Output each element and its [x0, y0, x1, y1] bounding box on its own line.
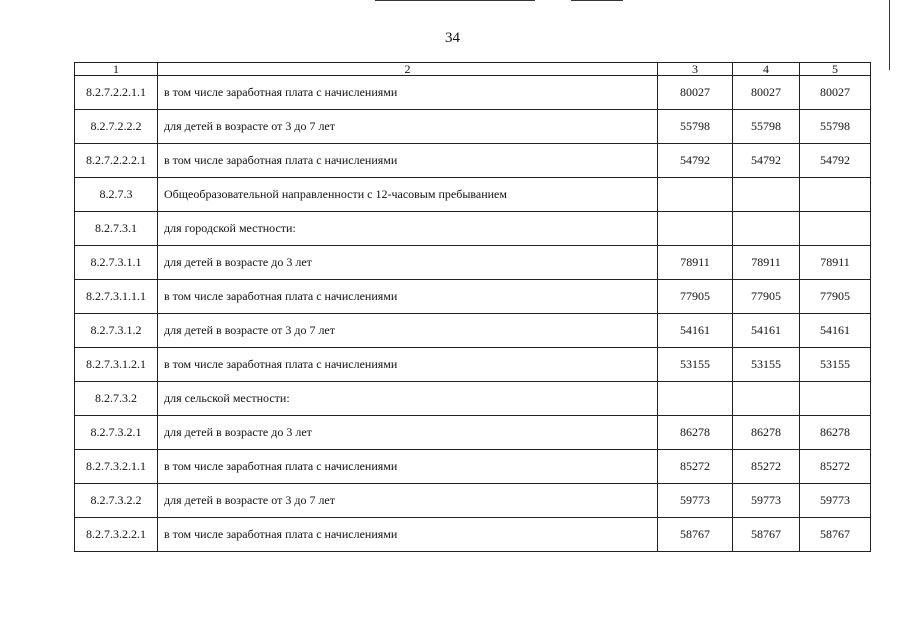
row-value-col3 — [658, 382, 733, 416]
row-code-cell: 8.2.7.3.1 — [75, 212, 158, 246]
table-header-row — [75, 63, 871, 76]
table-row — [75, 212, 871, 246]
row-value-col3: 54161 — [658, 314, 733, 348]
row-value-col3: 54792 — [658, 144, 733, 178]
header-cell-3: 3 — [658, 63, 733, 76]
row-value-col4: 55798 — [733, 110, 800, 144]
row-value-col3: 77905 — [658, 280, 733, 314]
row-name-cell: для детей в возрасте до 3 лет — [158, 416, 658, 450]
row-code-cell: 8.2.7.3.2.2.1 — [75, 518, 158, 552]
row-code-cell: 8.2.7.3.2.2 — [75, 484, 158, 518]
row-value-col3: 59773 — [658, 484, 733, 518]
table-row — [75, 348, 871, 382]
row-code-cell: 8.2.7.2.2.2.1 — [75, 144, 158, 178]
row-value-col3: 86278 — [658, 416, 733, 450]
row-name-cell: для городской местности: — [158, 212, 658, 246]
row-name-cell: для детей в возрасте от 3 до 7 лет — [158, 110, 658, 144]
row-value-col4: 77905 — [733, 280, 800, 314]
row-value-col5: 85272 — [800, 450, 871, 484]
row-code-cell: 8.2.7.3.1.1 — [75, 246, 158, 280]
row-value-col4: 58767 — [733, 518, 800, 552]
row-name-cell: в том числе заработная плата с начислениями — [158, 76, 658, 110]
row-value-col3: 78911 — [658, 246, 733, 280]
row-value-col5: 78911 — [800, 246, 871, 280]
row-value-col5: 86278 — [800, 416, 871, 450]
table-row — [75, 314, 871, 348]
row-value-col3 — [658, 212, 733, 246]
table-row — [75, 518, 871, 552]
scan-artifact-top-line — [571, 0, 623, 1]
table-row — [75, 246, 871, 280]
row-value-col4: 80027 — [733, 76, 800, 110]
row-name-cell: в том числе заработная плата с начислениями — [158, 348, 658, 382]
scan-artifact-top-line — [375, 0, 535, 1]
table-row — [75, 110, 871, 144]
row-code-cell: 8.2.7.3.1.2 — [75, 314, 158, 348]
row-name-cell: для детей в возрасте от 3 до 7 лет — [158, 314, 658, 348]
table-row — [75, 450, 871, 484]
row-value-col5: 77905 — [800, 280, 871, 314]
row-name-cell: для детей в возрасте от 3 до 7 лет — [158, 484, 658, 518]
row-value-col3 — [658, 178, 733, 212]
row-value-col3: 55798 — [658, 110, 733, 144]
row-value-col5 — [800, 178, 871, 212]
row-value-col3: 58767 — [658, 518, 733, 552]
row-value-col4: 85272 — [733, 450, 800, 484]
row-name-cell: в том числе заработная плата с начислениями — [158, 144, 658, 178]
row-code-cell: 8.2.7.3 — [75, 178, 158, 212]
header-cell-1: 1 — [75, 63, 158, 76]
row-value-col4: 53155 — [733, 348, 800, 382]
row-value-col5 — [800, 212, 871, 246]
row-value-col5: 54792 — [800, 144, 871, 178]
row-value-col5: 80027 — [800, 76, 871, 110]
row-value-col5 — [800, 382, 871, 416]
table-row — [75, 416, 871, 450]
row-name-cell: для детей в возрасте до 3 лет — [158, 246, 658, 280]
page-number: 34 — [445, 30, 460, 46]
row-value-col3: 80027 — [658, 76, 733, 110]
row-value-col4: 54792 — [733, 144, 800, 178]
row-code-cell: 8.2.7.2.2.1.1 — [75, 76, 158, 110]
table-row — [75, 76, 871, 110]
row-value-col5: 55798 — [800, 110, 871, 144]
row-value-col4: 59773 — [733, 484, 800, 518]
table-row — [75, 382, 871, 416]
row-name-cell: в том числе заработная плата с начислениями — [158, 280, 658, 314]
row-code-cell: 8.2.7.3.1.2.1 — [75, 348, 158, 382]
row-value-col3: 53155 — [658, 348, 733, 382]
data-table — [74, 62, 871, 552]
header-cell-4: 4 — [733, 63, 800, 76]
row-name-cell: в том числе заработная плата с начислениями — [158, 518, 658, 552]
table-row — [75, 144, 871, 178]
row-code-cell: 8.2.7.3.2.1 — [75, 416, 158, 450]
row-value-col5: 54161 — [800, 314, 871, 348]
row-value-col4 — [733, 382, 800, 416]
row-value-col5: 53155 — [800, 348, 871, 382]
row-value-col4: 54161 — [733, 314, 800, 348]
row-value-col4 — [733, 178, 800, 212]
row-name-cell: в том числе заработная плата с начислениями — [158, 450, 658, 484]
row-value-col4: 86278 — [733, 416, 800, 450]
row-code-cell: 8.2.7.2.2.2 — [75, 110, 158, 144]
table-row — [75, 178, 871, 212]
row-value-col5: 58767 — [800, 518, 871, 552]
table-row — [75, 484, 871, 518]
row-value-col3: 85272 — [658, 450, 733, 484]
header-cell-5: 5 — [800, 63, 871, 76]
row-code-cell: 8.2.7.3.1.1.1 — [75, 280, 158, 314]
row-code-cell: 8.2.7.3.2.1.1 — [75, 450, 158, 484]
row-value-col4: 78911 — [733, 246, 800, 280]
row-name-cell: для сельской местности: — [158, 382, 658, 416]
row-value-col5: 59773 — [800, 484, 871, 518]
row-code-cell: 8.2.7.3.2 — [75, 382, 158, 416]
row-name-cell: Общеобразовательной направленности с 12-часовым пребыванием — [158, 178, 658, 212]
table-row — [75, 280, 871, 314]
header-cell-2: 2 — [158, 63, 658, 76]
row-value-col4 — [733, 212, 800, 246]
